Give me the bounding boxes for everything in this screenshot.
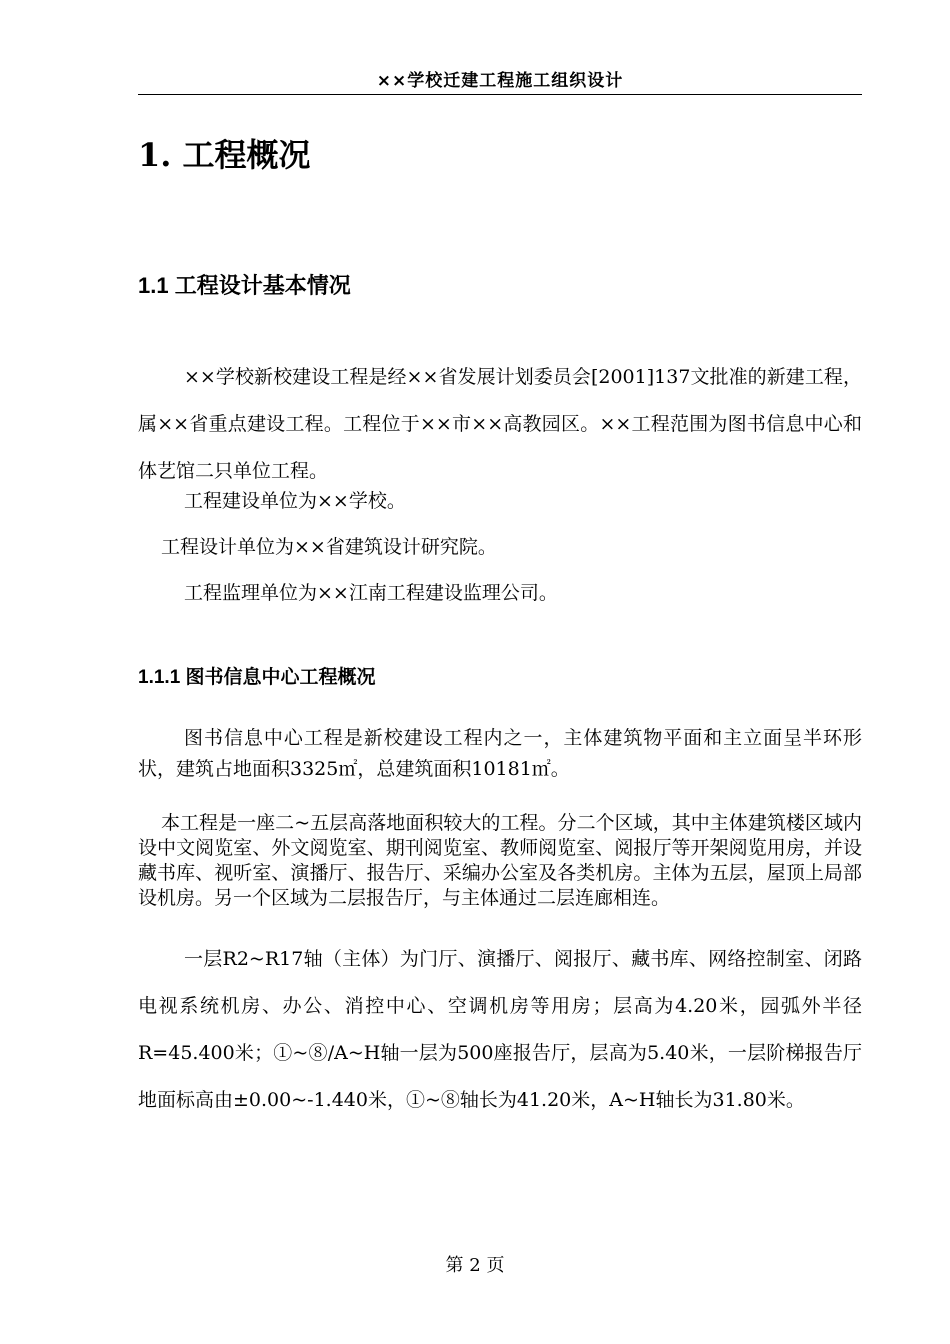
paragraph-design-unit: 工程设计单位为××省建筑设计研究院。 [161,536,497,558]
paragraph-first-floor: 一层R2~R17轴（主体）为门厅、演播厅、阅报厅、藏书库、网络控制室、闭路电视系统机房、办公、消控中心、空调机房等用房；层高为4.20米，园弧外半径R=45.400米；①~⑧/A~H轴一层为500座报告厅，层高为5.40米，一层阶梯报告厅地面标高由±0.00~-1.440米，①~⑧轴长为41.20米，A~H轴长为31.80米。 [138,948,862,1111]
paragraph-construction-unit: 工程建设单位为××学校。 [184,490,406,512]
page-number: 第 2 页 [445,1255,505,1276]
section-heading: 1.1 工程设计基本情况 [138,273,351,298]
paragraph-library-overview: 图书信息中心工程是新校建设工程内之一，主体建筑物平面和主立面呈半环形状，建筑占地面积3325㎡，总建筑面积10181㎡。 [138,727,862,780]
page-header: ××学校迁建工程施工组织设计 [138,68,862,95]
subsection-heading: 1.1.1 图书信息中心工程概况 [138,667,376,688]
paragraph-project-intro: ××学校新校建设工程是经××省发展计划委员会[2001]137文批准的新建工程，属××省重点建设工程。工程位于××市××高教园区。××工程范围为图书信息中心和体艺馆二只单位工程。 [138,366,862,482]
paragraph-building-layout: 本工程是一座二~五层高落地面积较大的工程。分二个区域，其中主体建筑楼区域内设中文阅览室、外文阅览室、期刊阅览室、教师阅览室、阅报厅等开架阅览用房，并设藏书库、视听室、演播厅、报告厅、采编办公室及各类机房。主体为五层，屋顶上局部设机房。另一个区域为二层报告厅，与主体通过二层连廊相连。 [138,812,862,909]
paragraph-supervision-unit: 工程监理单位为××江南工程建设监理公司。 [184,582,558,604]
chapter-heading: 1. 工程概况 [138,136,311,174]
